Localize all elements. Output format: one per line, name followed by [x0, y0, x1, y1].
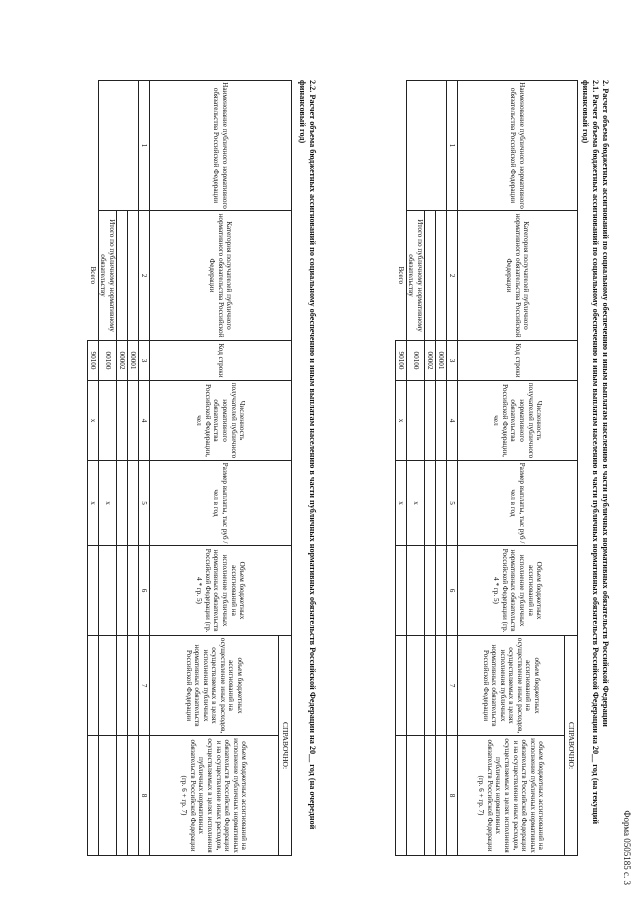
- col-number: 5: [447, 461, 458, 546]
- spravochno-label: СПРАВОЧНО:: [279, 636, 292, 856]
- section-2-1-heading-cont: финансовый год): [581, 80, 590, 144]
- row-code: 00002: [425, 341, 436, 381]
- col-header-category: Категория получателей публичного нормативного обязательства Российской Федерации: [458, 211, 578, 341]
- grand-total-row: [395, 81, 406, 856]
- grand-total-label: Всего: [88, 266, 97, 285]
- table-2-2: [87, 80, 292, 856]
- col-number: 8: [447, 736, 458, 856]
- total-cell[interactable]: [117, 736, 128, 856]
- size-cell[interactable]: [425, 461, 436, 546]
- row-code: 00001: [436, 341, 447, 381]
- grand-total-label: Всего: [396, 266, 405, 285]
- subtotal-mark: x: [406, 461, 424, 546]
- count-cell[interactable]: [406, 381, 424, 461]
- col-number: 4: [139, 381, 150, 461]
- count-cell[interactable]: [436, 381, 447, 461]
- col-header-volume: Объем бюджетных ассигнований на исполнение публичных нормативных обязательств Российской Федерации (гр. 4 * гр. 5): [150, 546, 292, 636]
- volume-cell[interactable]: [395, 546, 406, 636]
- col-number: 6: [139, 546, 150, 636]
- grand-mark: x: [87, 381, 98, 461]
- count-cell[interactable]: [98, 381, 116, 461]
- other-cell[interactable]: [98, 636, 116, 736]
- size-cell[interactable]: [436, 461, 447, 546]
- table-2-1: [395, 80, 578, 856]
- col-header-other: объем бюджетных ассигнований на осуществление иных расходов, осуществляемых в целях исполнения публичных нормативных обязательств Российской Федерации: [458, 636, 565, 736]
- subtotal-label: Итого по публичному нормативному обязательству: [406, 211, 424, 341]
- grand-mark: x: [87, 461, 98, 546]
- category-cell[interactable]: [436, 211, 447, 341]
- col-number: 1: [139, 81, 150, 211]
- grand-total-code: 90100: [395, 341, 406, 381]
- other-cell[interactable]: [436, 636, 447, 736]
- col-header-count: Численность получателей публичного нормативного обязательства Российской Федерации, чел: [458, 381, 578, 461]
- col-number: 2: [447, 211, 458, 341]
- other-cell[interactable]: [117, 636, 128, 736]
- total-cell[interactable]: [87, 736, 98, 856]
- row-code: 00001: [128, 341, 139, 381]
- col-header-count: Численность получателей публичного нормативного обязательства Российской Федерации, чел: [150, 381, 292, 461]
- col-number: 3: [447, 341, 458, 381]
- count-cell[interactable]: [128, 381, 139, 461]
- category-cell[interactable]: [128, 211, 139, 341]
- col-number: 5: [139, 461, 150, 546]
- col-header-name: Наименование публичного нормативного обязательства Российской Федерации: [150, 81, 292, 211]
- size-cell[interactable]: [117, 461, 128, 546]
- grand-mark: x: [395, 381, 406, 461]
- col-header-total: объем бюджетных ассигнований на исполнение публичных нормативных обязательств Российской Федерации и на осуществление иных расходов, осуществляемых в целях исполнения публичных нормативных обязательств Российской Федерации (гр. 6 + гр. 7): [150, 736, 279, 856]
- col-header-size: Размер выплаты, тыс руб / чел в год: [150, 461, 292, 546]
- name-cell[interactable]: [98, 81, 138, 211]
- other-cell[interactable]: [425, 636, 436, 736]
- spravochno-label: СПРАВОЧНО:: [565, 636, 578, 856]
- volume-cell[interactable]: [128, 546, 139, 636]
- subtotal-code: 00100: [406, 341, 424, 381]
- volume-cell[interactable]: [117, 546, 128, 636]
- col-number: 7: [447, 636, 458, 736]
- total-cell[interactable]: [128, 736, 139, 856]
- subtotal-code: 00100: [98, 341, 116, 381]
- grand-mark: x: [395, 461, 406, 546]
- col-number: 3: [139, 341, 150, 381]
- volume-cell[interactable]: [425, 546, 436, 636]
- col-number: 6: [447, 546, 458, 636]
- grand-total-code: 90100: [87, 341, 98, 381]
- other-cell[interactable]: [406, 636, 424, 736]
- count-cell[interactable]: [117, 381, 128, 461]
- volume-cell[interactable]: [436, 546, 447, 636]
- col-header-total: объем бюджетных ассигнований на исполнение публичных нормативных обязательств Российской Федерации и на осуществление иных расходов, осуществляемых в целях исполнения публичных нормативных обязательств Российской Федерации (гр. 6 + гр. 7): [458, 736, 565, 856]
- col-number: 7: [139, 636, 150, 736]
- col-number: 1: [447, 81, 458, 211]
- col-header-size: Размер выплаты, тыс руб / чел в год: [458, 461, 578, 546]
- count-cell[interactable]: [425, 381, 436, 461]
- col-header-volume: Объем бюджетных ассигнований на исполнение публичных нормативных обязательств Российской Федерации (гр. 4 * гр. 5): [458, 546, 578, 636]
- col-header-other: объем бюджетных ассигнований на осуществление иных расходов, осуществляемых в целях исполнения публичных нормативных обязательств Российской Федерации: [150, 636, 279, 736]
- col-header-category: Категория получателей публичного нормативного обязательства Российской Федерации: [150, 211, 292, 341]
- section-2-1-heading: 2.1. Расчет объема бюджетных ассигнований по социальному обеспечению и иным выплатам населению в части публичных нормативных обязательств Российской Федерации на 20__ год (на текущий: [591, 80, 600, 825]
- volume-cell[interactable]: [406, 546, 424, 636]
- subtotal-label: Итого по публичному нормативному обязательству: [98, 211, 116, 341]
- subtotal-mark: x: [98, 461, 116, 546]
- category-cell[interactable]: [117, 211, 128, 341]
- col-header-code: Код строки: [458, 341, 578, 381]
- grand-total-row: [87, 81, 98, 856]
- volume-cell[interactable]: [98, 546, 116, 636]
- form-code: Форма 0505185 с. 3: [622, 810, 632, 885]
- total-cell[interactable]: [436, 736, 447, 856]
- col-header-code: Код строки: [150, 341, 292, 381]
- col-number: 2: [139, 211, 150, 341]
- total-cell[interactable]: [425, 736, 436, 856]
- total-cell[interactable]: [406, 736, 424, 856]
- other-cell[interactable]: [128, 636, 139, 736]
- section-2-2-heading-cont: финансовый год): [298, 80, 307, 144]
- other-cell[interactable]: [87, 636, 98, 736]
- total-cell[interactable]: [395, 736, 406, 856]
- row-code: 00002: [117, 341, 128, 381]
- other-cell[interactable]: [395, 636, 406, 736]
- section-2-heading: 2. Расчет объема бюджетных ассигнований по социальному обеспечению и иным выплатам населению в части публичных нормативных обязательств Российской Федерации: [601, 80, 610, 727]
- size-cell[interactable]: [128, 461, 139, 546]
- section-2-2-heading: 2.2. Расчет объема бюджетных ассигнований по социальному обеспечению и иным выплатам населению в части публичных нормативных обязательств Российской Федерации на 20__ год (на очередной: [308, 80, 317, 830]
- volume-cell[interactable]: [87, 546, 98, 636]
- col-number: 8: [139, 736, 150, 856]
- total-cell[interactable]: [98, 736, 116, 856]
- table-row: [436, 81, 447, 856]
- name-cell[interactable]: [406, 81, 446, 211]
- col-header-name: Наименование публичного нормативного обязательства Российской Федерации: [458, 81, 578, 211]
- table-row: [128, 81, 139, 856]
- category-cell[interactable]: [425, 211, 436, 341]
- col-number: 4: [447, 381, 458, 461]
